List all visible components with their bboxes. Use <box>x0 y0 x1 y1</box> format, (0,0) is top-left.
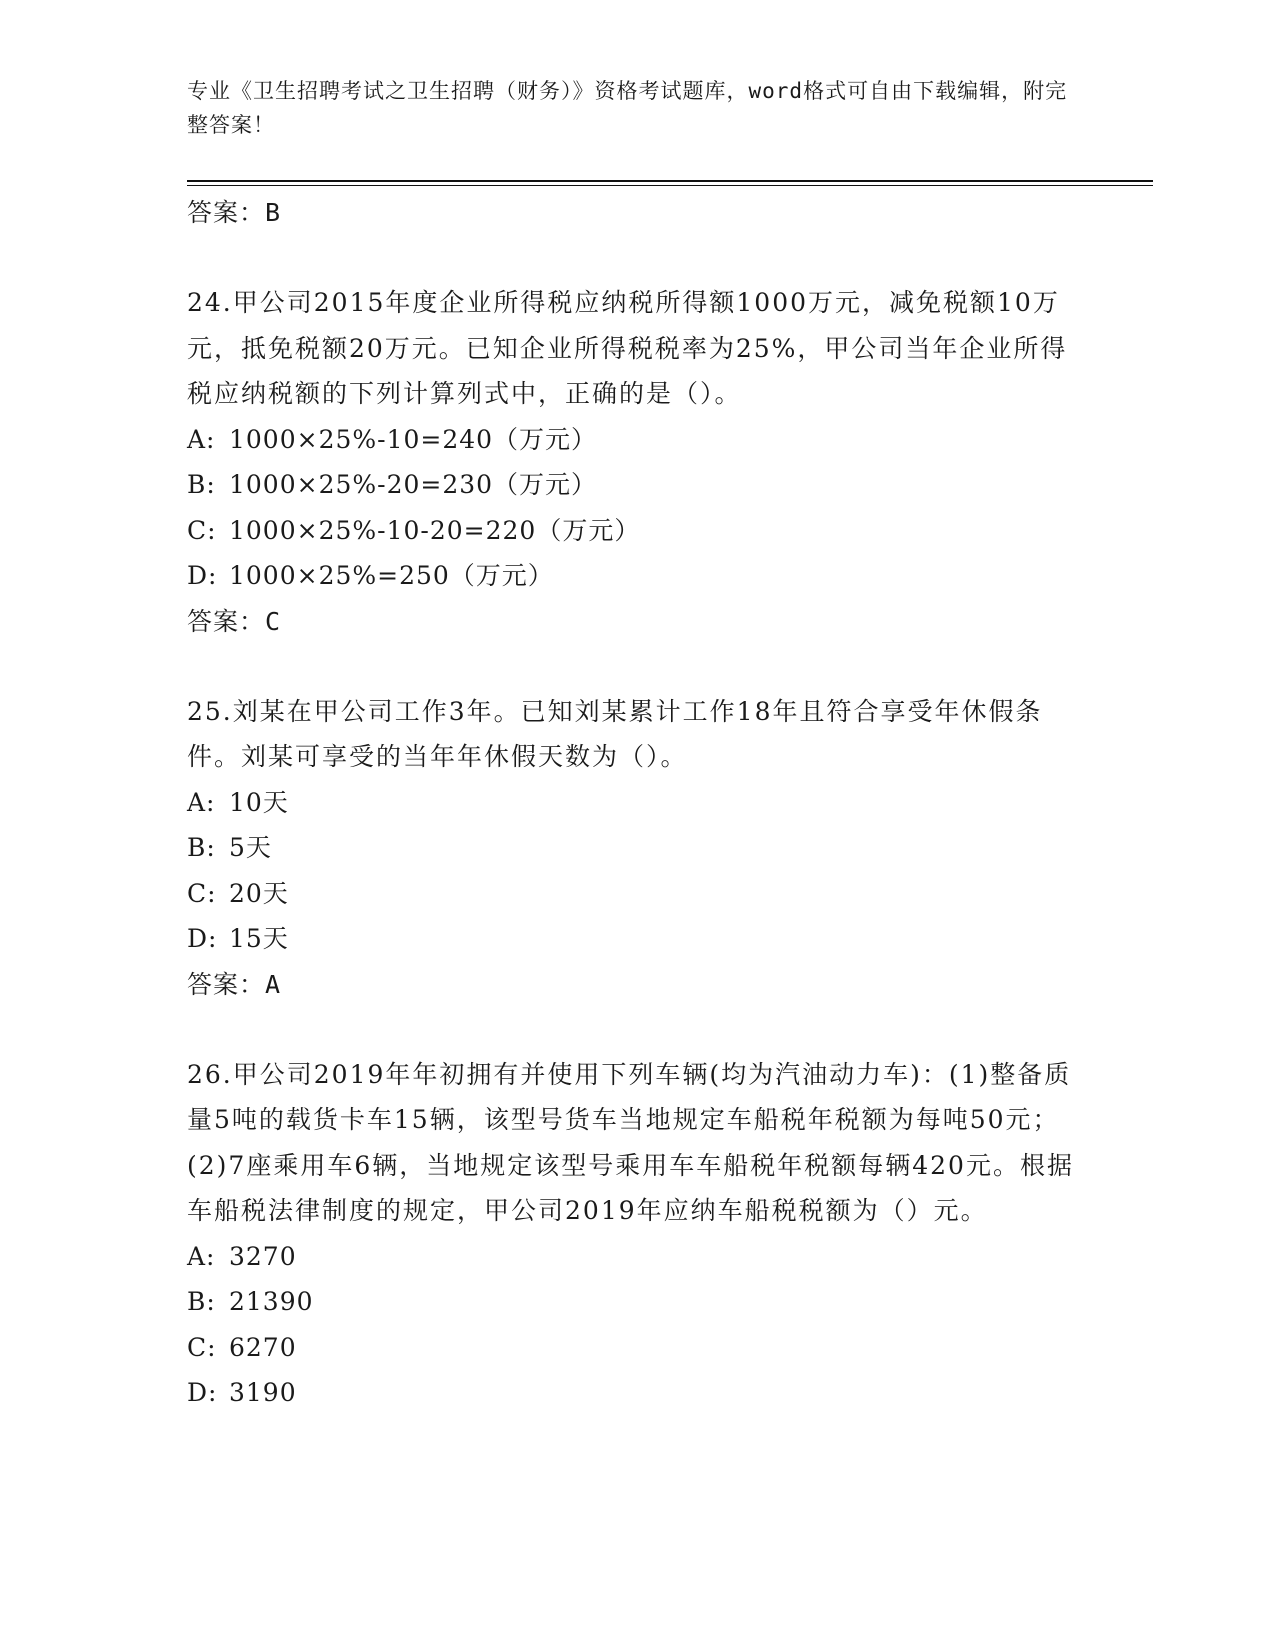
option-a <box>187 417 1087 463</box>
option-letter: D: <box>187 924 218 953</box>
option-c <box>187 508 1087 554</box>
question-item <box>187 280 1087 644</box>
option-text: 1000×25%=250（万元） <box>229 561 554 590</box>
question-list <box>187 190 1087 1416</box>
header-divider <box>187 180 1153 182</box>
option-d <box>187 553 1087 599</box>
option-text: 3190 <box>229 1378 297 1407</box>
option-text: 21390 <box>229 1287 314 1316</box>
option-text: 3270 <box>229 1241 297 1271</box>
option-letter: C: <box>187 1332 217 1362</box>
answer-label: 答案：A <box>187 969 282 999</box>
question-item <box>187 1052 1087 1416</box>
option-a <box>187 780 1087 826</box>
option-text: 10天 <box>229 787 289 817</box>
question-stem: 24.甲公司2015年度企业所得税应纳税所得额1000万元，减免税额10万元，抵免税额20万元。已知企业所得税税率为25%，甲公司当年企业所得税应纳税额的下列计算列式中，正确的是（）。 <box>187 288 1068 408</box>
option-letter: B: <box>187 1287 216 1316</box>
option-c <box>187 1325 1087 1371</box>
option-text: 15天 <box>229 924 289 953</box>
option-b <box>187 1279 1087 1325</box>
option-c <box>187 871 1087 917</box>
option-b <box>187 462 1087 508</box>
option-text: 1000×25%-10-20=220（万元） <box>229 515 641 545</box>
question-stem: 26.甲公司2019年年初拥有并使用下列车辆(均为汽油动力车)：(1)整备质量5吨的载货卡车15辆，该型号货车当地规定车船税年税额为每吨50元；(2)7座乘用车6辆，当地规定该型号乘用车车船税年税额每辆420元。根据车船税法律制度的规定，甲公司2019年应纳车船税税额为（）元。 <box>187 1059 1074 1225</box>
option-d <box>187 916 1087 962</box>
option-text: 20天 <box>229 878 289 908</box>
option-letter: D: <box>187 561 218 590</box>
page-header: 专业《卫生招聘考试之卫生招聘（财务）》资格考试题库，word格式可自由下载编辑，附完整答案！ <box>187 79 1068 137</box>
question-stem: 25.刘某在甲公司工作3年。已知刘某累计工作18年且符合享受年休假条件。刘某可享受的当年年休假天数为（）。 <box>187 696 1043 771</box>
option-letter: C: <box>187 515 217 545</box>
option-letter: A: <box>187 787 216 817</box>
option-text: 1000×25%-10=240（万元） <box>229 424 598 454</box>
option-d <box>187 1370 1087 1416</box>
option-letter: B: <box>187 833 216 862</box>
option-text: 5天 <box>229 833 272 862</box>
option-letter: B: <box>187 470 216 499</box>
option-letter: A: <box>187 1241 216 1271</box>
header-divider-thin <box>187 185 1153 186</box>
answer-label: 答案：C <box>187 606 282 636</box>
option-b <box>187 825 1087 871</box>
answer-label: 答案：B <box>187 198 282 227</box>
option-letter: D: <box>187 1378 218 1407</box>
option-letter: A: <box>187 424 216 454</box>
question-item <box>187 689 1087 1007</box>
option-a <box>187 1234 1087 1280</box>
option-letter: C: <box>187 878 217 908</box>
option-text: 6270 <box>229 1332 297 1362</box>
option-text: 1000×25%-20=230（万元） <box>229 470 598 499</box>
